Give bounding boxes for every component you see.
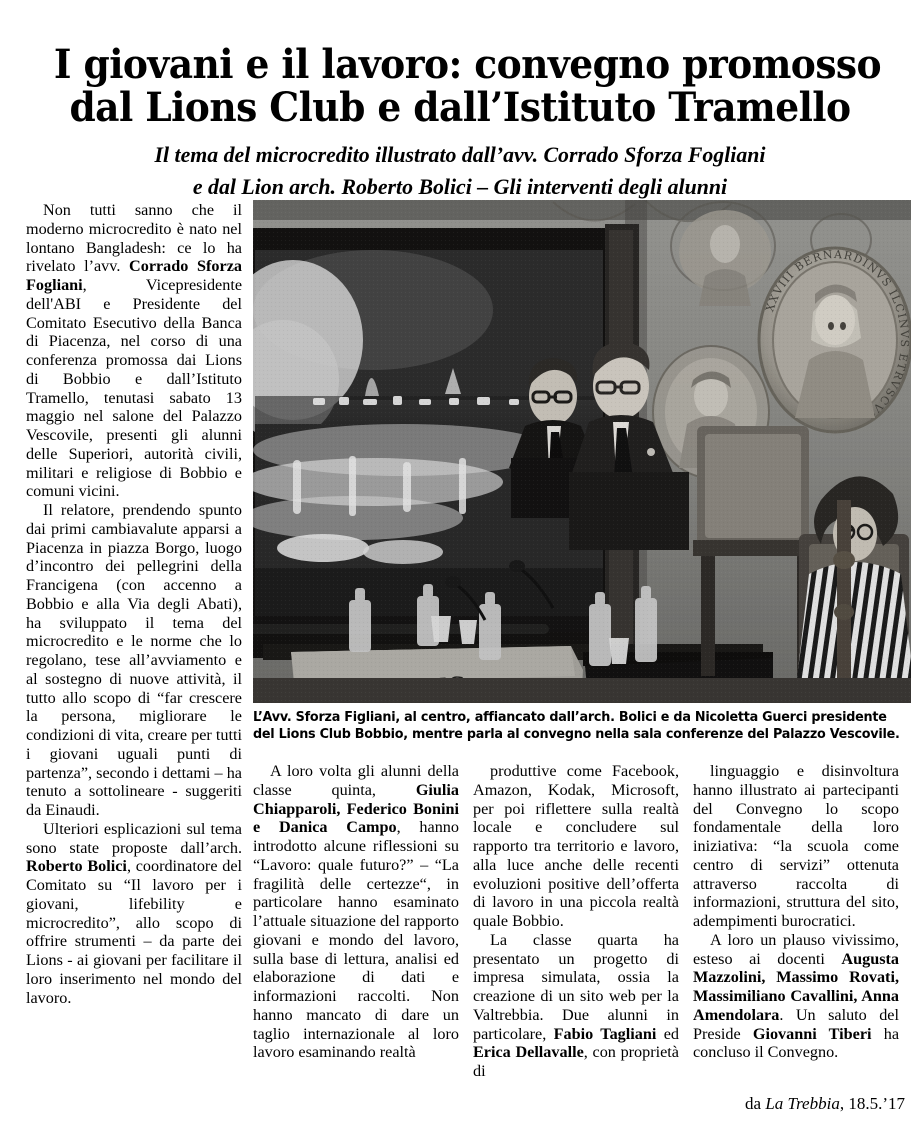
paragraph: [26, 201, 242, 501]
caption-line-1: L’Avv. Sforza Figliani, al centro, affiancato dall’arch. Bolici e da Nicoletta Guerci presidente: [253, 710, 887, 725]
text-run: A loro un plauso vivissimo, esteso ai docenti: [693, 930, 899, 968]
person-name: Corrado Sforza Fogliani: [26, 257, 242, 294]
paragraph: [693, 931, 899, 1062]
person-name: Giulia Chiapparoli, Federico Bonini e Danica Campo: [253, 780, 459, 837]
person-name: Roberto Bolici: [26, 857, 127, 876]
text-run: A loro volta gli alunni della classe quinta,: [253, 762, 459, 799]
page-title: [53, 40, 882, 131]
paragraph: produttive come Facebook, Amazon, Kodak, Microsoft, per poi riflettere sulla realtà locale e concludere sul rapporto tra territorio e lavoro, alla luce anche delle recenti evoluzioni positive dell’offerta di lavoro in una piccola realtà quale Bobbio.: [473, 762, 679, 930]
source-date: , 18.5.’17: [839, 1094, 905, 1113]
text-run: La classe quarta ha presentato un progetto di impresa simulata, ossia la creazione di un sito web per la Valtrebbia. Due alunni in particolare,: [473, 930, 679, 1043]
paragraph: Il relatore, prendendo spunto dai primi cambiavalute apparsi a Piacenza in piazza Borgo, luogo d’incontro dei pellegrini della Francigena (con accenno a Bobbio e alla Via degli Abati), ha sviluppato il tema del microcredito e le norme che lo regolano, tese all’avviamento e al sostegno di nuove attività, il tutto allo scopo di “far crescere la persona, migliorare le condizioni di vita, creare per tutti i giovani uguali punti di partenza”, secondo i dettami – ha tenuto a sottolineare - suggeriti da Einaudi.: [26, 501, 242, 819]
person-name: Giovanni Tiberi: [752, 1024, 872, 1043]
paragraph: linguaggio e disinvoltura hanno illustrato ai partecipanti del Convegno lo scopo fondamentale della loro iniziativa: “la scuola come centro di servizi” ottenuta attraverso raccolta di informazioni, struttura del sito, adempimenti burocratici.: [693, 762, 899, 930]
paragraph: [26, 820, 242, 1008]
article-column-4: [693, 762, 899, 1081]
headline-line-1: I giovani e il lavoro: convegno promosso: [53, 40, 882, 88]
photo-graphic: [253, 200, 911, 703]
text-run: , coordinatore del Comitato su “Il lavoro per i giovani, lifebility e microcredito”, allo scopo di offrire strumenti – da parte dei Lions - ai giovani per facilitare il loro inserimento nel mondo del lavoro.: [26, 857, 242, 1007]
text-run: Ulteriori esplicazioni sul tema sono state proposte dall’arch.: [26, 819, 242, 857]
headline-line-2: dal Lions Club e dall’Istituto Tramello: [69, 83, 851, 131]
subhead-line-1: Il tema del microcredito illustrato dall’avv. Corrado Sforza Fogliani: [154, 141, 766, 167]
text-run: ed: [656, 1024, 680, 1043]
caption-line-2: del Lions Club Bobbio, mentre parla al convegno nella sala conferenze del Palazzo Vescovile.: [253, 727, 900, 743]
paragraph: [473, 931, 679, 1081]
text-run: , hanno introdotto alcune riflessioni su “Lavoro: quale futuro?” – “La fragilità delle certezze“, in particolare hanno esaminato l’attuale situazione del rapporto giovani e mondo del lavoro, sulla base di lettura, analisi ed elaborazione di dati e informazioni raccolti. Non hanno mancato di dare un taglio internazionale al loro lavoro esaminando realtà: [253, 818, 459, 1062]
article-column-2: [253, 762, 459, 1081]
source-publication: La Trebbia: [765, 1094, 840, 1113]
person-name: Erica Dellavalle: [473, 1043, 584, 1062]
paragraph: [253, 762, 459, 1062]
page-subtitle: [58, 139, 861, 203]
photo-caption: [253, 709, 900, 743]
text-run: , Vicepresidente dell'ABI e Presidente del Comitato Esecutivo della Banca di Piacenza, nel corso di una conferenza promossa dai Lions di Bobbio e dall’Istituto Tramello, tenutasi sabato 13 maggio nel salone del Palazzo Vescovile, presenti gli alunni delle Superiori, autorità civili, militari e religiose di Bobbio e comuni vicini.: [26, 276, 242, 501]
text-run: . Un saluto del Preside: [693, 1005, 899, 1043]
source-attribution: [560, 1094, 905, 1114]
subhead-line-2: e dal Lion arch. Roberto Bolici – Gli interventi degli alunni: [192, 173, 728, 199]
text-run: , con proprietà di: [473, 1043, 679, 1080]
article-photo: [253, 200, 911, 703]
article-column-3: [473, 762, 679, 1081]
text-run: Non tutti sanno che il moderno microcredito è nato nel lontano Bangladesh: ce lo ha rivelato l’avv.: [26, 201, 242, 276]
article-column-1: [26, 201, 242, 1007]
person-name: Fabio Tagliani: [553, 1024, 657, 1043]
source-prefix: da: [745, 1094, 766, 1113]
person-name: Augusta Mazzolini, Massimo Rovati, Massimiliano Cavallini, Anna Amendolara: [693, 949, 899, 1024]
text-run: ha concluso il Convegno.: [693, 1024, 899, 1062]
article-lower-columns: [253, 762, 912, 1081]
